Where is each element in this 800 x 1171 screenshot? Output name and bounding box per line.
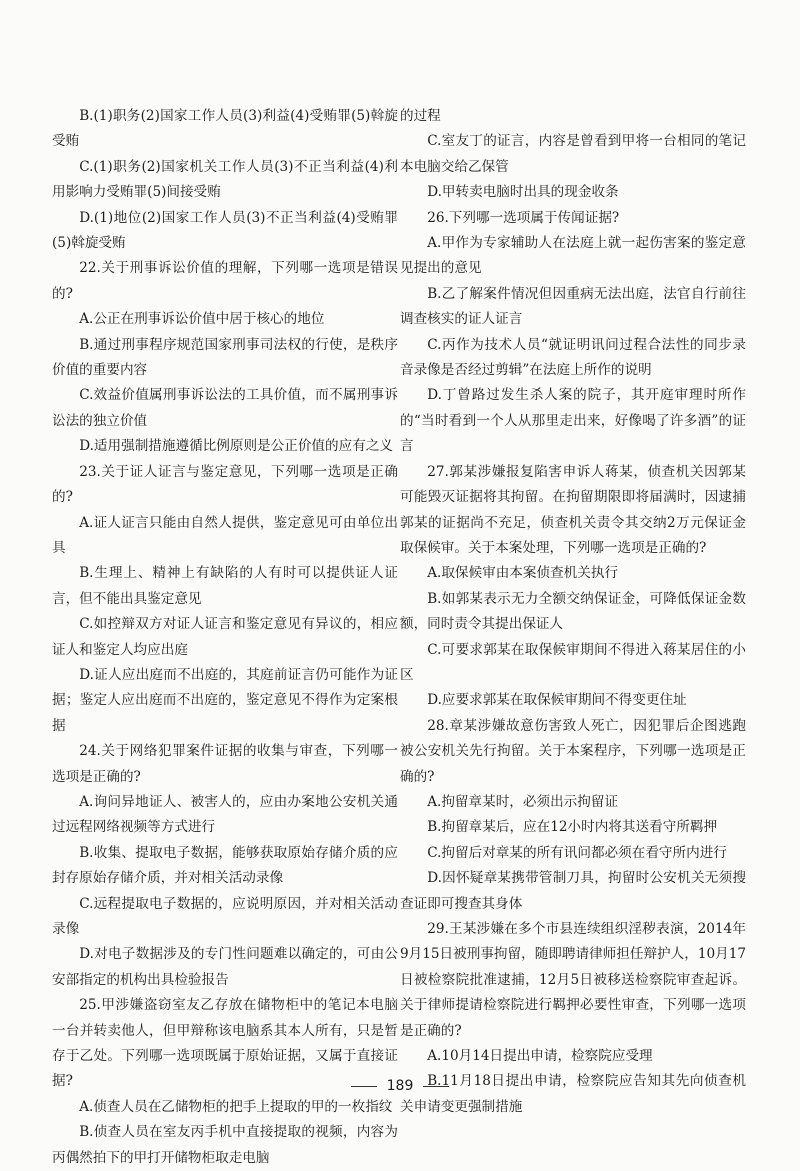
paragraph: B.侦查人员在室友丙手机中直接提取的视频，内容为丙偶然拍下的甲打开储物柜取走电脑: [52, 1124, 398, 1166]
paragraph: A.公正在刑事诉讼价值中居于核心的地位: [79, 311, 325, 328]
paragraph: C.可要求郭某在取保候审期间不得进入蒋某居住的小区: [400, 641, 746, 683]
paragraph: 25.甲涉嫌盗窃室友乙存放在储物柜中的笔记本电脑一台并转卖他人，但甲辩称该电脑系其本人所有，只是暂存于乙处。下列哪一选项既属于原始证据，又属于直接证据?: [52, 997, 398, 1090]
paragraph: A.询问异地证人、被害人的，应由办案地公安机关通过远程网络视频等方式进行: [52, 793, 398, 836]
paragraph: B.11月18日提出申请，检察院应告知其先向侦查机关申请变更强制措施: [400, 1073, 746, 1115]
paragraph: B.通过刑事程序规范国家刑事司法权的行使，是秩序价值的重要内容: [52, 336, 398, 379]
paragraph: C.效益价值属刑事诉讼法的工具价值，而不属刑事诉讼法的独立价值: [52, 387, 398, 429]
paragraph: C.室友丁的证言，内容是曾看到甲将一台相同的笔记本电脑交给乙保管: [400, 133, 746, 175]
paragraph: A.拘留章某时，必须出示拘留证: [427, 793, 619, 810]
footer-dash-right: [423, 1086, 449, 1087]
paragraph: C.拘留后对章某的所有讯问都必须在看守所内进行: [427, 844, 727, 861]
paragraph: 22.关于刑事诉讼价值的理解，下列哪一选项是错误的?: [52, 260, 398, 302]
paragraph: C.如控辩双方对证人证言和鉴定意见有异议的，相应证人和鉴定人均应出庭: [52, 616, 398, 658]
paragraph: B.如郭某表示无力全额交纳保证金，可降低保证金数额，同时责令其提出保证人: [400, 590, 746, 633]
paragraph: A.取保候审由本案侦查机关执行: [427, 565, 619, 582]
paragraph: B.生理上、精神上有缺陷的人有时可以提供证人证言，但不能出具鉴定意见: [52, 565, 398, 607]
paragraph: C.(1)职务(2)国家机关工作人员(3)不正当利益(4)利用影响力受贿罪(5)间接受贿: [52, 158, 398, 201]
paragraph: D.适用强制措施遵循比例原则是公正价值的应有之义: [79, 438, 393, 455]
paragraph: C.远程提取电子数据的，应说明原因，并对相关活动录像: [52, 895, 398, 937]
paragraph: B.拘留章某后，应在12小时内将其送看守所羁押: [427, 819, 718, 836]
paragraph: D.对电子数据涉及的专门性问题难以确定的，可由公安部指定的机构出具检验报告: [52, 946, 398, 988]
paragraph: D.(1)地位(2)国家工作人员(3)不正当利益(4)受贿罪(5)斡旋受贿: [52, 209, 398, 252]
paragraph: 23.关于证人证言与鉴定意见，下列哪一选项是正确的?: [52, 463, 398, 506]
paragraph: 24.关于网络犯罪案件证据的收集与审查，下列哪一选项是正确的?: [52, 743, 398, 785]
paragraph: A.10月14日提出申请，检察院应受理: [427, 1048, 653, 1065]
right-column: [400, 104, 746, 1120]
paragraph: D.证人应出庭而不出庭的，其庭前证言仍可能作为证据；鉴定人应出庭而不出庭的，鉴定意见不得作为定案根据: [52, 666, 398, 734]
paragraph: 的过程: [400, 108, 441, 124]
page-number: 189: [386, 1078, 414, 1094]
paragraph: A.甲作为专家辅助人在法庭上就一起伤害案的鉴定意见提出的意见: [400, 235, 746, 277]
paragraph: B.(1)职务(2)国家工作人员(3)利益(4)受贿罪(5)斡旋受贿: [52, 108, 398, 150]
paragraph: D.甲转卖电脑时出具的现金收条: [427, 184, 619, 201]
paragraph: A.证人证言只能由自然人提供，鉴定意见可由单位出具: [52, 514, 398, 556]
left-column: [52, 104, 398, 1171]
paragraph: 28.章某涉嫌故意伤害致人死亡，因犯罪后企图逃跑被公安机关先行拘留。关于本案程序，下列哪一选项是正确的?: [400, 717, 746, 785]
paragraph: B.收集、提取电子数据，能够获取原始存储介质的应封存原始存储介质，并对相关活动录像: [52, 844, 398, 887]
paragraph: C.丙作为技术人员“就证明讯问过程合法性的同步录音录像是否经过剪辑”在法庭上所作的说明: [400, 336, 746, 379]
paragraph: 29.王某涉嫌在多个市县连续组织淫秽表演，2014年9月15日被刑事拘留，随即聘请律师担任辩护人，10月17日被检察院批准逮捕，12月5日被移送检察院审查起诉。关于律师提请检察院进行羁押必要性审查，下列哪一选项是正确的?: [400, 921, 747, 1039]
paragraph: B.乙了解案件情况但因重病无法出庭，法官自行前往调查核实的证人证言: [400, 285, 746, 328]
paragraph: 27.郭某涉嫌报复陷害申诉人蒋某，侦查机关因郭某可能毁灭证据将其拘留。在拘留期限即将届满时，因逮捕郭某的证据尚不充足，侦查机关责令其交纳2万元保证金取保候审。关于本案处理，下列哪一选项是正确的?: [400, 463, 746, 556]
paragraph: D.丁曾路过发生杀人案的院子，其开庭审理时所作的“当时看到一个人从那里走出来，好像喝了许多酒”的证言: [400, 387, 746, 455]
footer-dash-left: [351, 1086, 377, 1087]
paragraph: D.因怀疑章某携带管制刀具，拘留时公安机关无须搜查证即可搜查其身体: [400, 870, 746, 912]
page-footer: [0, 1078, 800, 1094]
paragraph: 26.下列哪一选项属于传闻证据?: [427, 209, 620, 226]
paragraph: D.应要求郭某在取保候审期间不得变更住址: [427, 692, 687, 709]
paragraph: A.侦查人员在乙储物柜的把手上提取的甲的一枚指纹: [79, 1098, 393, 1115]
